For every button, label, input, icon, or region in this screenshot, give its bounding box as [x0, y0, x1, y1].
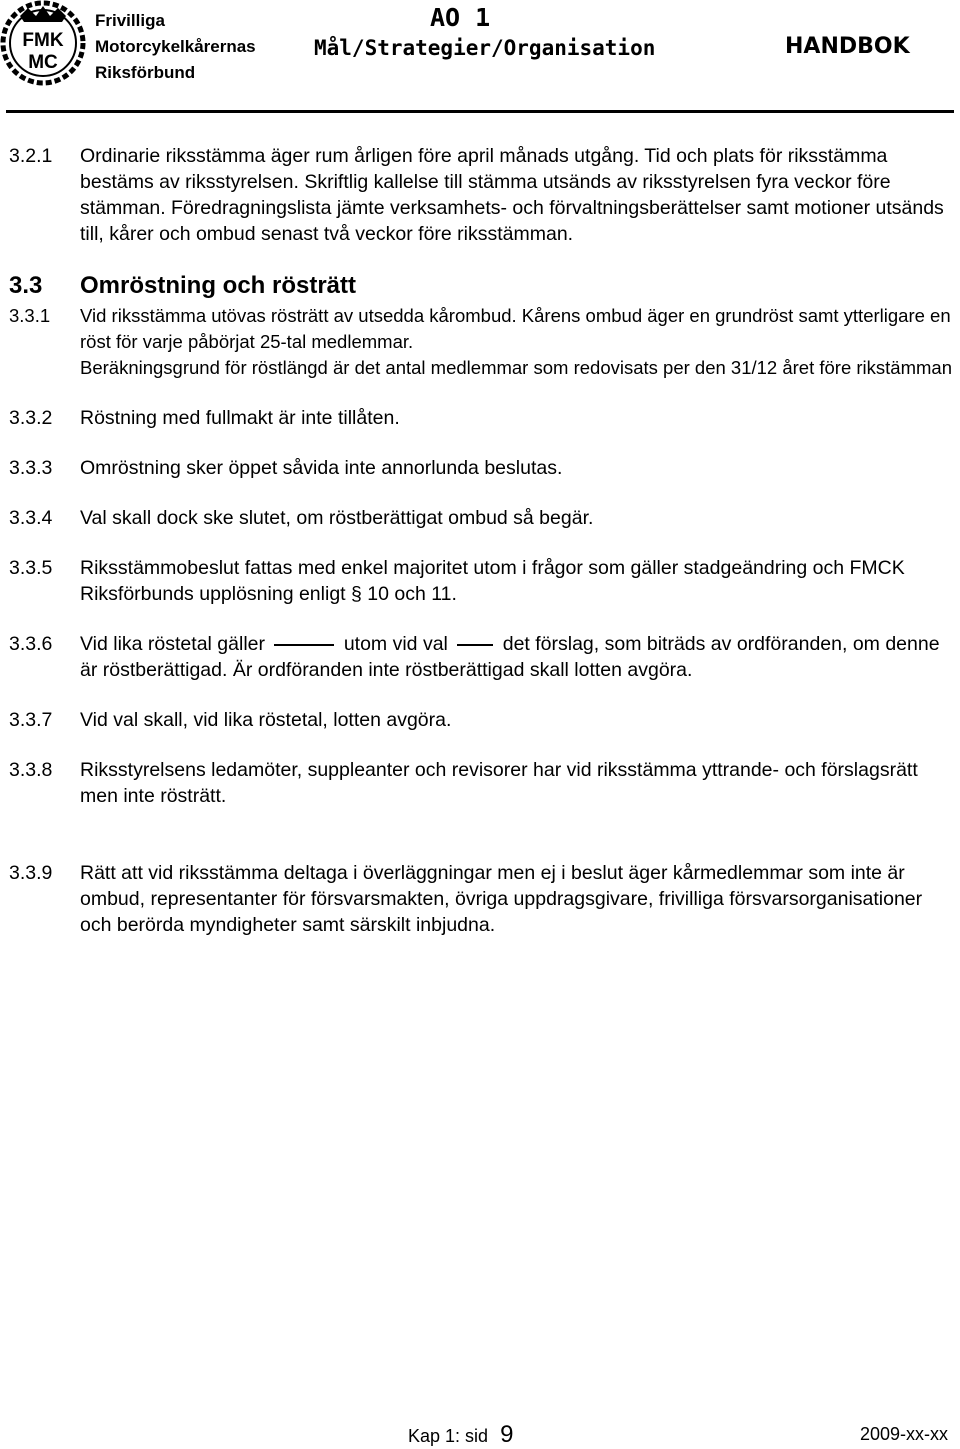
logo-text-bottom: MC: [28, 52, 58, 73]
header-divider: [6, 110, 954, 113]
section-number: 3.3: [9, 272, 43, 299]
clause-3-2-1: [9, 143, 954, 247]
clause-3-3-2: [9, 405, 954, 431]
clause-3-3-5: [9, 555, 954, 607]
section-title: Omröstning och rösträtt: [80, 272, 357, 299]
document-body: [9, 143, 954, 938]
clause-text: Omröstning sker öppet såvida inte annorlunda beslutas.: [80, 457, 563, 479]
org-line-1: Frivilliga: [95, 11, 165, 30]
section-heading-3-3: [9, 271, 954, 301]
clause-text-exception: utom vid val: [343, 633, 448, 655]
clause-number: 3.3.7: [9, 709, 53, 731]
dash-separator: [274, 644, 334, 646]
clause-number: 3.2.1: [9, 145, 53, 167]
clause-3-3-7: [9, 707, 954, 733]
organisation-name: [95, 8, 256, 86]
clause-text: Rätt att vid riksstämma deltaga i överläggningar men ej i beslut äger kårmedlemmar som inte är ombud, representanter för försvarsmakten, övriga uppdragsgivare, frivilliga försvarsorganisationer och berörda myndigheter samt särskilt inbjudna.: [80, 862, 923, 936]
fmck-logo-icon: [0, 0, 86, 86]
clause-3-3-8: [9, 757, 954, 809]
clause-3-3-1: [9, 303, 954, 381]
clause-3-3-3: [9, 455, 954, 481]
handbook-label: HANDBOK: [785, 34, 910, 59]
clause-number: 3.3.2: [9, 407, 53, 429]
clause-text: Riksstyrelsens ledamöter, suppleanter och revisorer har vid riksstämma yttrande- och förslagsrätt men inte rösträtt.: [80, 759, 918, 807]
logo-text-top: FMK: [22, 30, 64, 51]
clause-text: Vid lika röstetal gäller: [80, 633, 265, 655]
dash-separator: [457, 644, 493, 646]
clause-number: 3.3.9: [9, 862, 53, 884]
clause-number: 3.3.1: [9, 305, 51, 326]
clause-3-3-9: [9, 860, 954, 938]
clause-text: Röstning med fullmakt är inte tillåten.: [80, 407, 400, 429]
clause-3-3-4: [9, 505, 954, 531]
document-date: 2009-xx-xx: [859, 1424, 948, 1444]
clause-number: 3.3.6: [9, 633, 53, 655]
clause-text: Vid riksstämma utövas rösträtt av utsedda kårombud. Kårens ombud äger en grundröst samt ytterligare en röst för varje påbörjat 25-tal medlemmar.: [80, 305, 951, 352]
doc-code: AO 1: [430, 3, 491, 32]
clause-text-continued: det förslag, som biträds av ordföranden, om denne är röstberättigad. Är ordföranden inte röstberättigad skall lotten avgöra.: [80, 633, 940, 681]
doc-title: Mål/Strategier/Organisation: [314, 36, 656, 60]
org-line-3: Riksförbund: [95, 63, 196, 82]
clause-text: Riksstämmobeslut fattas med enkel majoritet utom i frågor som gäller stadgeändring och FMCK Riksförbunds upplösning enligt § 10 och 11.: [80, 557, 905, 605]
clause-number: 3.3.3: [9, 457, 53, 479]
clause-text: Val skall dock ske slutet, om röstberättigat ombud så begär.: [80, 507, 594, 529]
document-id: [314, 3, 694, 61]
clause-text: Ordinarie riksstämma äger rum årligen före april månads utgång. Tid och plats för riksstämma bestäms av riksstyrelsen. Skriftlig kallelse till stämma utsänds av riksstyrelsen fyra veckor före stämman. Föredragningslista jämte verksamhets- och förvaltningsberättelser samt motioner utsänds till, kårer och ombud senast två veckor före riksstämman.: [80, 145, 944, 245]
page-indicator: [408, 1421, 513, 1449]
clause-number: 3.3.4: [9, 507, 53, 529]
clause-3-3-6: [9, 631, 954, 683]
page-number: 9: [500, 1421, 514, 1448]
clause-number: 3.3.8: [9, 759, 53, 781]
org-line-2: Motorcykelkårernas: [95, 37, 256, 56]
page-label: Kap 1: sid: [408, 1426, 489, 1446]
clause-number: 3.3.5: [9, 557, 53, 579]
clause-text: Vid val skall, vid lika röstetal, lotten avgöra.: [80, 709, 452, 731]
clause-text-continued: Beräkningsgrund för röstlängd är det antal medlemmar som redovisats per den 31/12 året före rikstämman: [80, 357, 952, 378]
